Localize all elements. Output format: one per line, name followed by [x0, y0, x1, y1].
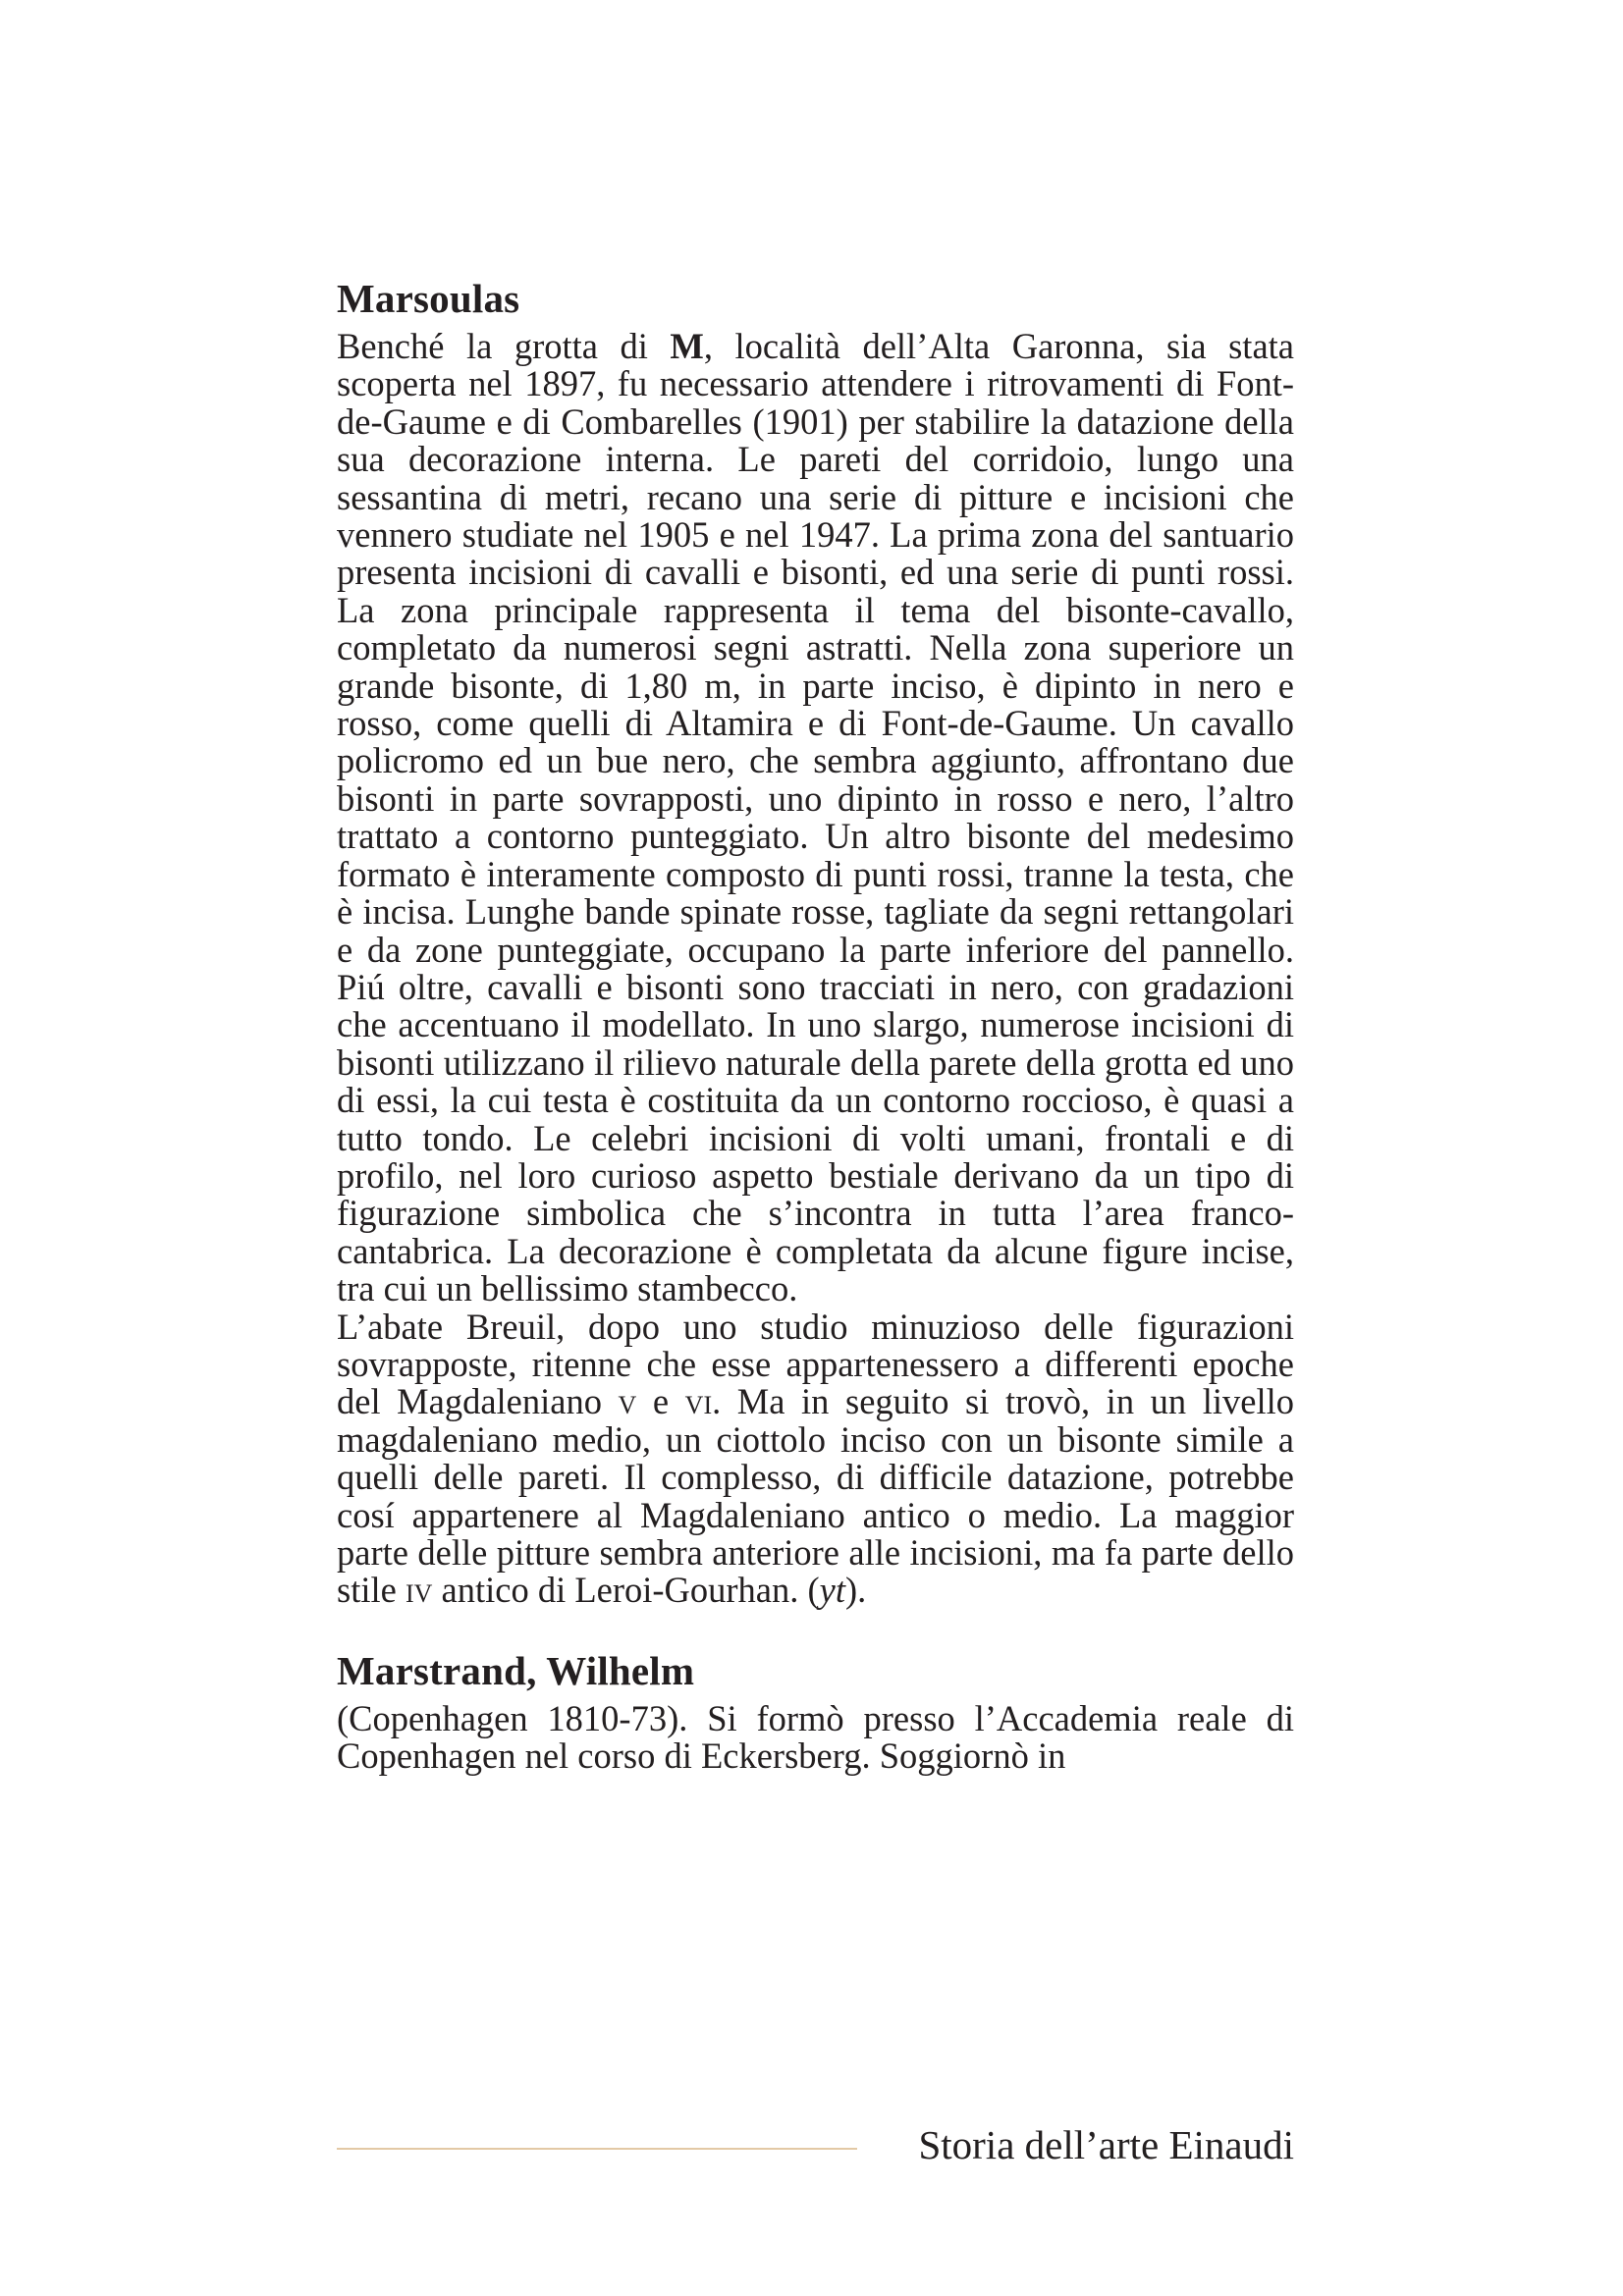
paragraph-text: antico di Leroi-Gourhan. (: [432, 1570, 820, 1611]
page-footer: [337, 2120, 1294, 2179]
entry-paragraph-marstrand-1: (Copenhagen 1810-73). Si formò presso l’Accademia reale di Copenhagen nel corso di Eckersberg. Soggiornò in: [337, 1697, 1294, 1777]
paragraph-text: L’abate Breuil, dopo uno studio minuzioso delle figurazioni sovrapposte, ritenne che esse appartenessero a differenti epoche del Magdaleniano: [337, 1306, 1294, 1422]
entry-paragraph-marsoulas-1: [337, 328, 1294, 1308]
paragraph-text: , località dell’Alta Garonna, sia stata scoperta nel 1897, fu necessario attendere i ritrovamenti di Font-de-Gaume e di Combarelles (1901) per stabilire la datazione della sua decorazione interna. Le pareti del corridoio, lungo una sessantina di metri, recano una serie di pitture e incisioni che vennero studiate nel 1905 e nel 1947. La prima zona del santuario presenta incisioni di cavalli e bisonti, ed una serie di punti rossi. La zona principale rappresenta il tema del bisonte-cavallo, completato da numerosi segni astratti. Nella zona superiore un grande bisonte, di 1,80 m, in parte inciso, è dipinto in nero e rosso, come quelli di Altamira e di Font-de-Gaume. Un cavallo policromo ed un bue nero, che sembra aggiunto, affrontano due bisonti in parte sovrapposti, uno dipinto in rosso e nero, l’altro trattato a contorno punteggiato. Un altro bisonte del medesimo formato è interamente composto di punti rossi, tranne la testa, che è incisa. Lunghe bande spinate rosse, tagliate da segni rettangolari e da zone punteggiate, occupano la parte inferiore del pannello. Piú oltre, cavalli e bisonti sono tracciati in nero, con gradazioni che accentuano il modellato. In uno slargo, numerose incisioni di bisonti utilizzano il rilievo naturale della parete della grotta ed uno di essi, la cui testa è costituita da un contorno roccioso, è quasi a tutto tondo. Le celebri incisioni di volti umani, frontali e di profilo, nel loro curioso aspetto bestiale derivano da un tipo di figurazione simbolica che s’incontra in tutta l’area franco-cantabrica. La decorazione è completata da alcune figure incise, tra cui un bellissimo stambecco.: [337, 326, 1294, 1309]
page-body: [337, 275, 1294, 1776]
footer-label: Storia dell’arte Einaudi: [918, 2122, 1294, 2167]
paragraph-text: . Ma in seguito si trovò, in un livello magdaleniano medio, un ciottolo inciso con un bisonte simile a quelli delle pareti. Il complesso, di difficile datazione, potrebbe cosí appartenere al Magdaleniano antico o medio. La maggior parte delle pitture sembra anteriore alle incisioni, ma fa parte dello stile: [337, 1381, 1294, 1611]
footer-rule: [337, 2148, 857, 2150]
roman-numeral: iv: [405, 1570, 433, 1611]
entry-abbrev: M: [670, 326, 704, 366]
roman-numeral: vi: [684, 1381, 713, 1422]
entry-title-marsoulas: Marsoulas: [337, 276, 520, 321]
roman-numeral: v: [618, 1381, 637, 1422]
paragraph-text: ).: [845, 1570, 867, 1611]
paragraph-text: e: [636, 1381, 685, 1422]
entry-paragraph-marsoulas-2: [337, 1308, 1294, 1610]
entry-title-marstrand: Marstrand, Wilhelm: [337, 1647, 695, 1693]
paragraph-text: Benché la grotta di: [337, 326, 671, 366]
author-initials: yt: [819, 1570, 845, 1611]
